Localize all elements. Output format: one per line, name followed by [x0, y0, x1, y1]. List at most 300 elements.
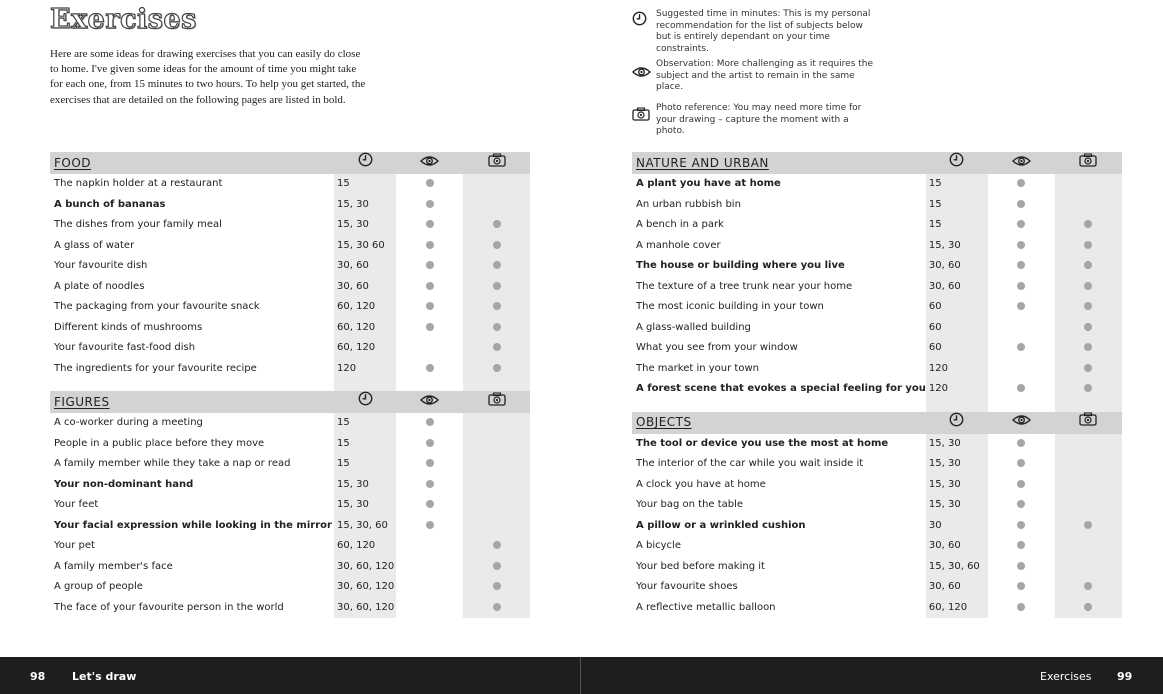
table-row: [50, 195, 530, 216]
section-title: [632, 412, 926, 434]
observation-cell: [988, 557, 1055, 578]
suggested-time: 60: [926, 297, 988, 318]
column-header-observation: [988, 412, 1055, 434]
exercise-name: The face of your favourite person in the world: [54, 601, 284, 613]
observation-dot: [426, 459, 434, 467]
observation-dot: [1017, 179, 1025, 187]
observation-dot: [426, 500, 434, 508]
photo-dot: [1084, 384, 1092, 392]
photo-dot: [493, 562, 501, 570]
photo-cell: [1055, 434, 1122, 455]
exercise-name: Your pet: [54, 540, 95, 551]
photo-dot: [1084, 343, 1092, 351]
suggested-time: 120: [926, 359, 988, 380]
photo-dot: [493, 282, 501, 290]
observation-dot: [1017, 220, 1025, 228]
observation-cell: [988, 236, 1055, 257]
observation-dot: [1017, 261, 1025, 269]
table-row: [632, 277, 1122, 298]
observation-cell: [988, 577, 1055, 598]
photo-dot: [493, 261, 501, 269]
exercises-table-right: [632, 152, 1122, 618]
table-row: [50, 359, 530, 380]
photo-dot: [1084, 220, 1092, 228]
table-row: [50, 318, 530, 339]
table-row: [50, 297, 530, 318]
table-row: [50, 475, 530, 496]
photo-cell: [463, 413, 530, 434]
table-row: [632, 256, 1122, 277]
observation-cell: [396, 598, 463, 619]
photo-cell: [1055, 495, 1122, 516]
table-row: [632, 174, 1122, 195]
exercise-name: A plate of noodles: [54, 280, 145, 292]
table-row: [632, 379, 1122, 400]
exercise-name: A bicycle: [636, 540, 681, 551]
suggested-time: 60: [926, 318, 988, 339]
suggested-time: 30, 60: [926, 536, 988, 557]
exercises-table-left: [50, 152, 530, 618]
observation-dot: [1017, 459, 1025, 467]
table-row: [50, 495, 530, 516]
observation-cell: [988, 454, 1055, 475]
column-header-time: [334, 152, 396, 174]
exercise-name: People in a public place before they move: [54, 437, 265, 449]
photo-dot: [493, 220, 501, 228]
suggested-time: 15, 30: [334, 475, 396, 496]
observation-cell: [396, 495, 463, 516]
observation-dot: [426, 323, 434, 331]
photo-cell: [463, 475, 530, 496]
photo-cell: [463, 318, 530, 339]
photo-dot: [493, 541, 501, 549]
photo-dot: [493, 343, 501, 351]
suggested-time: 15: [334, 454, 396, 475]
exercise-name: A family member's face: [54, 560, 173, 572]
photo-dot: [1084, 323, 1092, 331]
observation-dot: [426, 521, 434, 529]
observation-dot: [426, 179, 434, 187]
table-row: [50, 454, 530, 475]
section-name-right: Exercises: [1040, 670, 1092, 683]
photo-cell: [1055, 557, 1122, 578]
photo-cell: [463, 256, 530, 277]
section-title-text: FOOD: [54, 155, 92, 170]
suggested-time: 15, 30: [334, 495, 396, 516]
photo-dot: [1084, 521, 1092, 529]
photo-cell: [1055, 297, 1122, 318]
section-header-row: [50, 152, 530, 174]
photo-cell: [1055, 379, 1122, 400]
suggested-time: 15, 30, 60: [926, 557, 988, 578]
table-row: [632, 434, 1122, 455]
photo-dot: [1084, 603, 1092, 611]
legend-observation-text: Observation: More challenging as it requires the subject and the artist to remain in the same place.: [656, 59, 874, 92]
observation-cell: [988, 495, 1055, 516]
photo-cell: [1055, 215, 1122, 236]
observation-cell: [988, 174, 1055, 195]
observation-dot: [1017, 562, 1025, 570]
exercise-name: A manhole cover: [636, 239, 721, 251]
observation-dot: [426, 480, 434, 488]
observation-dot: [1017, 500, 1025, 508]
section-food: [50, 152, 530, 379]
exercise-name: Your non-dominant hand: [54, 478, 194, 490]
section-name-left: Let's draw: [72, 670, 137, 683]
suggested-time: 30, 60: [926, 277, 988, 298]
suggested-time: 15, 30, 60: [334, 516, 396, 537]
suggested-time: 120: [926, 379, 988, 400]
table-row: [632, 475, 1122, 496]
observation-cell: [988, 338, 1055, 359]
observation-dot: [1017, 200, 1025, 208]
suggested-time: 15, 30: [926, 495, 988, 516]
table-row: [50, 174, 530, 195]
photo-dot: [493, 582, 501, 590]
photo-cell: [463, 277, 530, 298]
section-title: [50, 391, 334, 413]
section-title: [632, 152, 926, 174]
table-row: [50, 215, 530, 236]
table-row: [632, 318, 1122, 339]
photo-cell: [1055, 256, 1122, 277]
page-title: Exercises: [50, 4, 197, 35]
photo-cell: [1055, 516, 1122, 537]
observation-cell: [396, 536, 463, 557]
exercise-name: A co-worker during a meeting: [54, 417, 203, 428]
photo-cell: [463, 297, 530, 318]
exercise-name: The napkin holder at a restaurant: [54, 178, 223, 189]
suggested-time: 30, 60, 120: [334, 557, 396, 578]
exercise-name: A bench in a park: [636, 219, 724, 230]
table-row: [632, 557, 1122, 578]
table-row: [50, 434, 530, 455]
table-row: [50, 277, 530, 298]
suggested-time: 60, 120: [334, 536, 396, 557]
clock-icon: [632, 11, 647, 30]
exercise-name: The interior of the car while you wait inside it: [636, 458, 864, 469]
suggested-time: 30, 60: [926, 577, 988, 598]
exercise-name: A plant you have at home: [636, 178, 781, 189]
suggested-time: 15: [334, 413, 396, 434]
observation-dot: [1017, 603, 1025, 611]
suggested-time: 15, 30: [926, 236, 988, 257]
page-number-left: 98: [30, 670, 46, 683]
exercise-name: Your favourite fast-food dish: [54, 342, 196, 353]
eye-icon: [1012, 415, 1031, 429]
suggested-time: 30, 60, 120: [334, 577, 396, 598]
exercise-name: The house or building where you live: [636, 260, 845, 271]
observation-dot: [1017, 241, 1025, 249]
observation-cell: [396, 297, 463, 318]
exercise-name: A clock you have at home: [636, 478, 766, 490]
exercise-name: Your facial expression while looking in the mirror: [54, 519, 332, 531]
section-header-row: [632, 412, 1122, 434]
photo-cell: [463, 454, 530, 475]
photo-dot: [1084, 364, 1092, 372]
observation-cell: [396, 174, 463, 195]
observation-cell: [396, 359, 463, 380]
observation-cell: [988, 434, 1055, 455]
column-header-time: [926, 152, 988, 174]
observation-dot: [426, 261, 434, 269]
section-title-text: FIGURES: [54, 394, 110, 409]
observation-dot: [1017, 439, 1025, 447]
exercise-name: A glass-walled building: [636, 321, 751, 333]
photo-cell: [463, 434, 530, 455]
section-title-text: NATURE AND URBAN: [636, 155, 769, 170]
table-row: [632, 195, 1122, 216]
observation-cell: [988, 297, 1055, 318]
table-row: [50, 236, 530, 257]
photo-cell: [463, 598, 530, 619]
observation-cell: [988, 215, 1055, 236]
exercise-name: Your favourite shoes: [636, 581, 738, 592]
photo-cell: [1055, 338, 1122, 359]
exercise-name: The dishes from your family meal: [54, 219, 222, 230]
exercise-name: The most iconic building in your town: [636, 301, 824, 312]
photo-dot: [493, 603, 501, 611]
exercise-name: Your bag on the table: [636, 499, 744, 510]
column-header-photo: [1055, 412, 1122, 434]
table-row: [632, 236, 1122, 257]
observation-cell: [988, 277, 1055, 298]
clock-icon: [949, 416, 964, 430]
photo-dot: [493, 241, 501, 249]
photo-cell: [463, 174, 530, 195]
table-row: [632, 338, 1122, 359]
photo-cell: [463, 536, 530, 557]
table-row: [50, 577, 530, 598]
suggested-time: 15, 30 60: [334, 236, 396, 257]
exercise-name: An urban rubbish bin: [636, 198, 741, 210]
exercise-name: What you see from your window: [636, 342, 798, 353]
column-header-time: [334, 391, 396, 413]
observation-cell: [396, 434, 463, 455]
suggested-time: 15: [334, 434, 396, 455]
observation-cell: [396, 557, 463, 578]
column-header-observation: [396, 152, 463, 174]
photo-cell: [463, 338, 530, 359]
table-row: [632, 577, 1122, 598]
exercise-name: Your bed before making it: [636, 560, 765, 572]
exercise-name: The market in your town: [636, 362, 759, 374]
camera-icon: [1079, 415, 1097, 429]
suggested-time: 15: [926, 174, 988, 195]
table-row: [632, 359, 1122, 380]
photo-cell: [1055, 598, 1122, 619]
photo-cell: [1055, 236, 1122, 257]
suggested-time: 60: [926, 338, 988, 359]
exercise-name: Your feet: [54, 499, 99, 510]
photo-dot: [1084, 261, 1092, 269]
section-gap: [632, 400, 1122, 412]
photo-cell: [463, 577, 530, 598]
exercise-name: The texture of a tree trunk near your home: [636, 280, 853, 292]
photo-cell: [1055, 536, 1122, 557]
photo-dot: [493, 364, 501, 372]
observation-cell: [396, 318, 463, 339]
photo-cell: [463, 236, 530, 257]
observation-cell: [396, 577, 463, 598]
clock-icon: [358, 156, 373, 170]
observation-dot: [1017, 282, 1025, 290]
photo-cell: [1055, 318, 1122, 339]
camera-icon: [488, 395, 506, 409]
photo-cell: [463, 495, 530, 516]
observation-dot: [1017, 480, 1025, 488]
section-objects: [632, 412, 1122, 619]
exercise-name: A family member while they take a nap or read: [54, 458, 291, 469]
photo-cell: [463, 359, 530, 380]
section-title: [50, 152, 334, 174]
observation-dot: [426, 302, 434, 310]
clock-icon: [949, 156, 964, 170]
suggested-time: 60, 120: [334, 338, 396, 359]
table-row: [632, 516, 1122, 537]
table-row: [632, 297, 1122, 318]
observation-cell: [396, 475, 463, 496]
photo-cell: [1055, 454, 1122, 475]
table-row: [50, 413, 530, 434]
observation-dot: [1017, 302, 1025, 310]
exercise-name: The packaging from your favourite snack: [54, 301, 260, 312]
suggested-time: 60, 120: [926, 598, 988, 619]
suggested-time: 30, 60: [334, 256, 396, 277]
photo-cell: [1055, 577, 1122, 598]
observation-dot: [1017, 541, 1025, 549]
observation-cell: [396, 277, 463, 298]
intro-paragraph: Here are some ideas for drawing exercises that you can easily do close to home. I've given some ideas for the amount of time you might take for each one, from 15 minutes to two hours. To help you get started, the exercises that are detailed on the following pages are listed in bold.: [50, 48, 366, 106]
observation-dot: [1017, 343, 1025, 351]
photo-cell: [1055, 475, 1122, 496]
suggested-time: 15, 30: [334, 215, 396, 236]
photo-cell: [1055, 174, 1122, 195]
observation-cell: [396, 516, 463, 537]
page-footer: [0, 657, 1163, 694]
observation-cell: [396, 338, 463, 359]
observation-cell: [396, 454, 463, 475]
table-row: [50, 516, 530, 537]
suggested-time: 15, 30: [926, 475, 988, 496]
table-row: [50, 256, 530, 277]
observation-cell: [988, 256, 1055, 277]
column-header-photo: [463, 391, 530, 413]
observation-cell: [396, 256, 463, 277]
table-row: [50, 557, 530, 578]
page-number-right: 99: [1117, 670, 1133, 683]
column-header-photo: [463, 152, 530, 174]
eye-icon: [420, 156, 439, 170]
legend-time-text: Suggested time in minutes: This is my personal recommendation for the list of subjects below but is entirely dependant on your time constraints.: [656, 9, 871, 54]
section-gap: [50, 379, 530, 391]
suggested-time: 30, 60, 120: [334, 598, 396, 619]
observation-cell: [988, 359, 1055, 380]
suggested-time: 15, 30: [334, 195, 396, 216]
observation-dot: [1017, 384, 1025, 392]
photo-cell: [1055, 195, 1122, 216]
suggested-time: 60, 120: [334, 297, 396, 318]
table-row: [50, 536, 530, 557]
suggested-time: 15, 30: [926, 434, 988, 455]
exercise-name: A reflective metallic balloon: [636, 601, 776, 613]
eye-icon: [1012, 156, 1031, 170]
suggested-time: 30, 60: [334, 277, 396, 298]
column-header-observation: [396, 391, 463, 413]
camera-icon: [1079, 156, 1097, 170]
table-row: [50, 598, 530, 619]
suggested-time: 15: [334, 174, 396, 195]
observation-cell: [988, 475, 1055, 496]
exercise-name: The tool or device you use the most at home: [636, 437, 889, 449]
photo-dot: [1084, 582, 1092, 590]
observation-dot: [1017, 582, 1025, 590]
exercise-name: A pillow or a wrinkled cushion: [636, 519, 806, 531]
legend-photo-text: Photo reference: You may need more time for your drawing – capture the moment with a photo.: [656, 103, 862, 136]
section-figures: [50, 391, 530, 618]
exercise-name: Your favourite dish: [54, 260, 148, 271]
photo-cell: [1055, 277, 1122, 298]
camera-icon: [488, 156, 506, 170]
section-nature-and-urban: [632, 152, 1122, 400]
photo-dot: [1084, 282, 1092, 290]
table-row: [632, 598, 1122, 619]
exercise-name: A bunch of bananas: [54, 198, 166, 210]
table-row: [50, 338, 530, 359]
photo-dot: [1084, 302, 1092, 310]
suggested-time: 30, 60: [926, 256, 988, 277]
table-row: [632, 495, 1122, 516]
observation-dot: [426, 220, 434, 228]
observation-dot: [426, 282, 434, 290]
observation-dot: [426, 364, 434, 372]
observation-cell: [396, 215, 463, 236]
photo-dot: [493, 302, 501, 310]
exercise-name: A glass of water: [54, 239, 135, 251]
column-header-photo: [1055, 152, 1122, 174]
observation-cell: [988, 379, 1055, 400]
observation-cell: [396, 413, 463, 434]
observation-dot: [426, 241, 434, 249]
photo-cell: [1055, 359, 1122, 380]
observation-cell: [988, 598, 1055, 619]
table-row: [632, 454, 1122, 475]
exercise-name: The ingredients for your favourite recipe: [54, 362, 257, 374]
section-header-row: [632, 152, 1122, 174]
exercise-name: A forest scene that evokes a special feeling for you: [636, 383, 926, 394]
column-header-time: [926, 412, 988, 434]
photo-dot: [493, 323, 501, 331]
camera-icon: [632, 106, 650, 125]
section-title-text: OBJECTS: [636, 415, 692, 429]
suggested-time: 60, 120: [334, 318, 396, 339]
photo-dot: [1084, 241, 1092, 249]
suggested-time: 30: [926, 516, 988, 537]
exercise-name: A group of people: [54, 581, 143, 592]
observation-cell: [988, 318, 1055, 339]
observation-cell: [988, 195, 1055, 216]
column-header-observation: [988, 152, 1055, 174]
section-header-row: [50, 391, 530, 413]
observation-dot: [426, 418, 434, 426]
photo-cell: [463, 516, 530, 537]
suggested-time: 120: [334, 359, 396, 380]
observation-cell: [988, 516, 1055, 537]
clock-icon: [358, 395, 373, 409]
suggested-time: 15: [926, 195, 988, 216]
suggested-time: 15, 30: [926, 454, 988, 475]
table-row: [632, 536, 1122, 557]
